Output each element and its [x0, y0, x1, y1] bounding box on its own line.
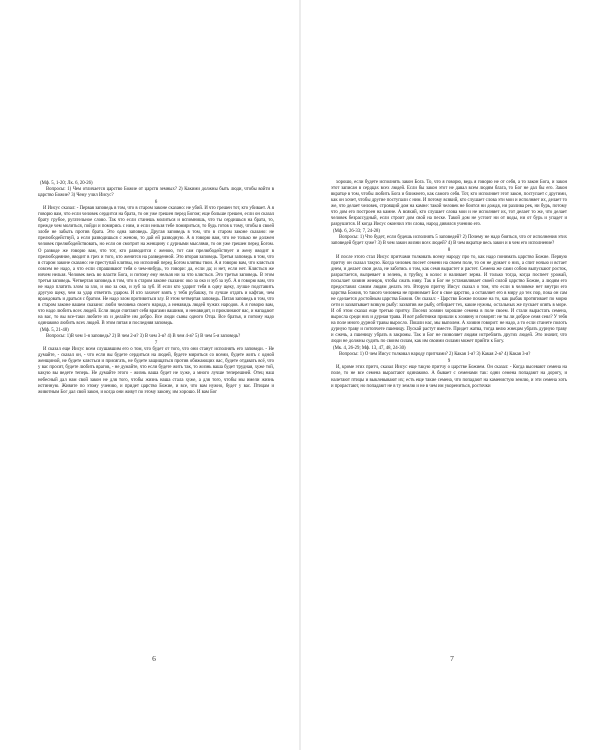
scripture-reference: (Мк. 4, 26-29; Мф. 13, 47, 48, 24-30) — [333, 345, 406, 351]
body-paragraph: И сказал еще Иисус всем слушавшим его о том, что будет от того, что они станут исполнять его заповеди. - Не думайте, - сказал он, - что если вы будете сердиться на людей, будете мириться со всеми, будете жить с одной женщиной, не будете клясться и присягать, не будете защищаться против обижающих вас, будете отдавать всё, что у вас просят, будете любить врагов, - не думайте, что если будете жить так, то жизнь ваша будет трудная, хуже той, какую вы ведете теперь. Не думайте этого - жизнь ваша будет не хуже, а много лучше теперешней. Отец наш небесный дал нам свой закон не для того, чтобы жизнь наша стала хуже, а для того, чтобы мы имели жизнь истинную. Живите по этому учению, и придет царство Божие, и все, что вам нужно, будет у вас. Птицам и животным Бог дал свой закон, и когда они живут по этому закону, им хорошо. И вам Бог — [38, 347, 274, 395]
study-questions: Вопросы: 1) Что будет, если будешь исполнять 5 заповедей? 2) Почему не надо бояться, что от исполнения этих заповедей будет хуже? 3) В чем закон жизни всех людей? 4) В чем вкратце весь закон и в чем его исполнение? — [331, 234, 567, 246]
section-number: 9 — [447, 358, 451, 364]
left-page-number: 6 — [152, 654, 156, 663]
section-number: 7 — [154, 340, 158, 346]
section-number: 8 — [447, 248, 451, 254]
study-questions: Вопросы: 1) Чем отличается царство Божие от царств земных? 2) Какими должны быть люди, чтобы войти в царство Божие? 3) Чему учил Иисус? — [38, 186, 274, 198]
body-paragraph: И, кроме этих притч, сказал Иисус еще такую притчу о царстве Божием. Он сказал: - Когда высевают семена на поле, то не все семена вырастают одинаково. А бывает с семенами так: одни семена попадают на дорогу, и налетают птицы и выклевывают их; есть еще такие семена, что попадают на каменистую землю, и эти семена хоть и прорастают, но попадают не в ту землю и не в чем им укорениться, росточки — [331, 365, 567, 389]
body-paragraph: И Иисус сказал: - Первая заповедь в том, что в старом законе сказано: не убий. И что грешен тот, кто убивает. А я говорю вам, что если человек сердится на брата, то он уже грешен перед Богом; еще больше грешен, если он сказал брату грубое, ругательное слово. Так что если станешь молиться и вспомнишь, что ты сердишься на брата, то, прежде чем молиться, пойди и помирись с ним, и если нельзя тебе помириться, то будь готов к тому, чтобы в своей злобе не забыть против брата. Это одна заповедь. Другая заповедь в том, что в старом законе сказано: не прелюбодействуй, а если разводишься с женою, то дай ей разводную. А я говорю вам, что не только не должен человек прелюбодействовать, но если он смотрит на женщину с дурными мыслями, то он уже грешен перед Богом. О разводе же говорю вам, что тот, кто разводится с женою, тот сам прелюбодействует и жену вводит в прелюбодеяние, вводит в грех и того, кто женится на разведенной. Это вторая заповедь. Третья заповедь в том, что в старом законе сказано: не преступай клятвы, но исполняй перед Богом клятвы твои. А я говорю вам, что клясться совсем не надо, а что если спрашивают тебя о чем-нибудь, то говори: да, если да; и нет, если нет. Клясться же ничем нельзя. Человек весь во власти Бога, и потому ему нельзя ни за что клясться. Это третья заповедь. В этом третья заповедь. Четвертая заповедь в том, что в старом законе сказано: око за око и зуб за зуб. А я говорю вам, что не надо платить злом за зло, и око за око, и зуб за зуб. И если кто ударит тебя в одну щеку, лучше подставить другую щеку, чем за удар ответить ударом. И кто захочет взять у тебя рубашку, то лучше отдать и кафтан, чем враждовать и драться с братом. Не надо злом противиться злу. В этом четвертая заповедь. Пятая заповедь в том, что в старом законе вашем сказано: люби человека своего народа, а ненавидь людей чужих народов. А я говорю вам, что надо любить всех людей. Если люди считают себя врагами вашими, и ненавидят, и проклинают вас, и нападают на вас, то вы все-таки любите их и делайте им добро. Все люди сыны одного Отца. Все братья, и потому надо одинаково любить всех людей. В этом пятая и последняя заповедь. — [38, 206, 274, 327]
body-paragraph: И после этого стал Иисус притчами толковать всему народу про то, как надо понимать царство Божие. Первую притчу он сказал такую. Когда человек посеет семени на своем поле, то он не думает о них, а спит ночью и встает днем, и делает свои дела, не заботясь о том, как семя вырастет и растет. Семена же сами собою выпускают росток, разрастается, вызревает в зелень, в трубку, в колос и наливает зерна. И только тогда, когда поспеет урожай, посылает хозяин жнецов, чтобы сжать ниву. Так и Бог не устанавливает своей силой царство Божие, а людям его предоставил самим людям делать это. Вторую притчу Иисус сказал о том, что если в человеке нет внутри его царства Божия, то такого человека не принимает Бог в свое царство, а оставляет его в миру до тех пор, пока он сам не сделается достойным царства Божия. Он сказал: - Царство Божие похоже на то, как рыбак протягивает по морю сети и захватывает всякую рыбу: захватив же рыбу, отбирает тех, какие нужны, остальных же пускает опять в море. И об этом сказал еще третью притчу. Посеял хозяин хорошие семена в поле своем. И стали вырастать семена, выросла среди них и дурная трава. И вот работники пришли к хозяину и говорят: не ты ли доброе семя сеял? У тебя на поле много дурной травы выросло. Пошли нас, мы выполем. А хозяин говорит: не надо, а то если станете полоть дурную траву и потопчете пшеницу. Пускай растут вместе. Придет жатва, тогда велю жнецам убрать дурную траву и сжечь, а пшеницу убрать в закромы. Так и Бог не позволяет людям истреблять других людей. Это значит, что люди не должны судить по своим силам, как им своими силами может прийти к Богу. — [331, 254, 567, 345]
scripture-reference: (Мф. 6, 26-33; 7, 24-28) — [333, 228, 381, 234]
study-questions: Вопросы: 1)В чем 1-я заповедь? 2) В чем 2-я? 3) В чем 3-я? 4) В чем 4-я? 5) В чем 5-я заповедь? — [46, 333, 241, 339]
right-page-text-column — [331, 180, 567, 390]
left-page-text-column — [38, 180, 274, 396]
body-paragraph: хорошо, если будете исполнять закон Бога. То, что я говорю, ведь я говорю не от себя, а то закон Бога, и закон этот записан в сердцах всех людей. Если бы закон этот не давал всем людям блага, то Бог не дал бы его. Закон вкратце в том, чтобы любить Бога и ближнего, как самого себя. Тот, кто исполняет этот закон, поступает с другими, как он хочет, чтобы другие поступали с ним. И потому всякий, кто слушает слова эти мои и исполняет их, делает то же, что делает человек, строящий дом на камне: такой человек не боится ни дождя, ни разлива рек, ни бурь, потому что дом его построен на камне. А всякий, кто слушает слова мои и не исполняет их, тот делает то же, что делает человек безрассудный, если строит дом свой на песке. Такой дом не устоит ни от воды, ни от бурь и упадет и разрушится. И когда Иисус окончил эти слова, народ дивился учению его. — [331, 180, 567, 228]
right-page-number: 7 — [450, 654, 454, 663]
scripture-reference: (Мф. 5, 21-48) — [40, 327, 69, 333]
section-number: 6 — [154, 199, 158, 205]
right-page — [300, 0, 600, 750]
scripture-reference: (Мф. 5, 1-20; Лк. 6, 20-26) — [40, 180, 93, 186]
study-questions: Вопросы: 1) О чем Иисус толковал народу притчами? 2) Какая 1-я? 3) Какая 2-я? 4) Какая 3-я? — [339, 351, 531, 357]
